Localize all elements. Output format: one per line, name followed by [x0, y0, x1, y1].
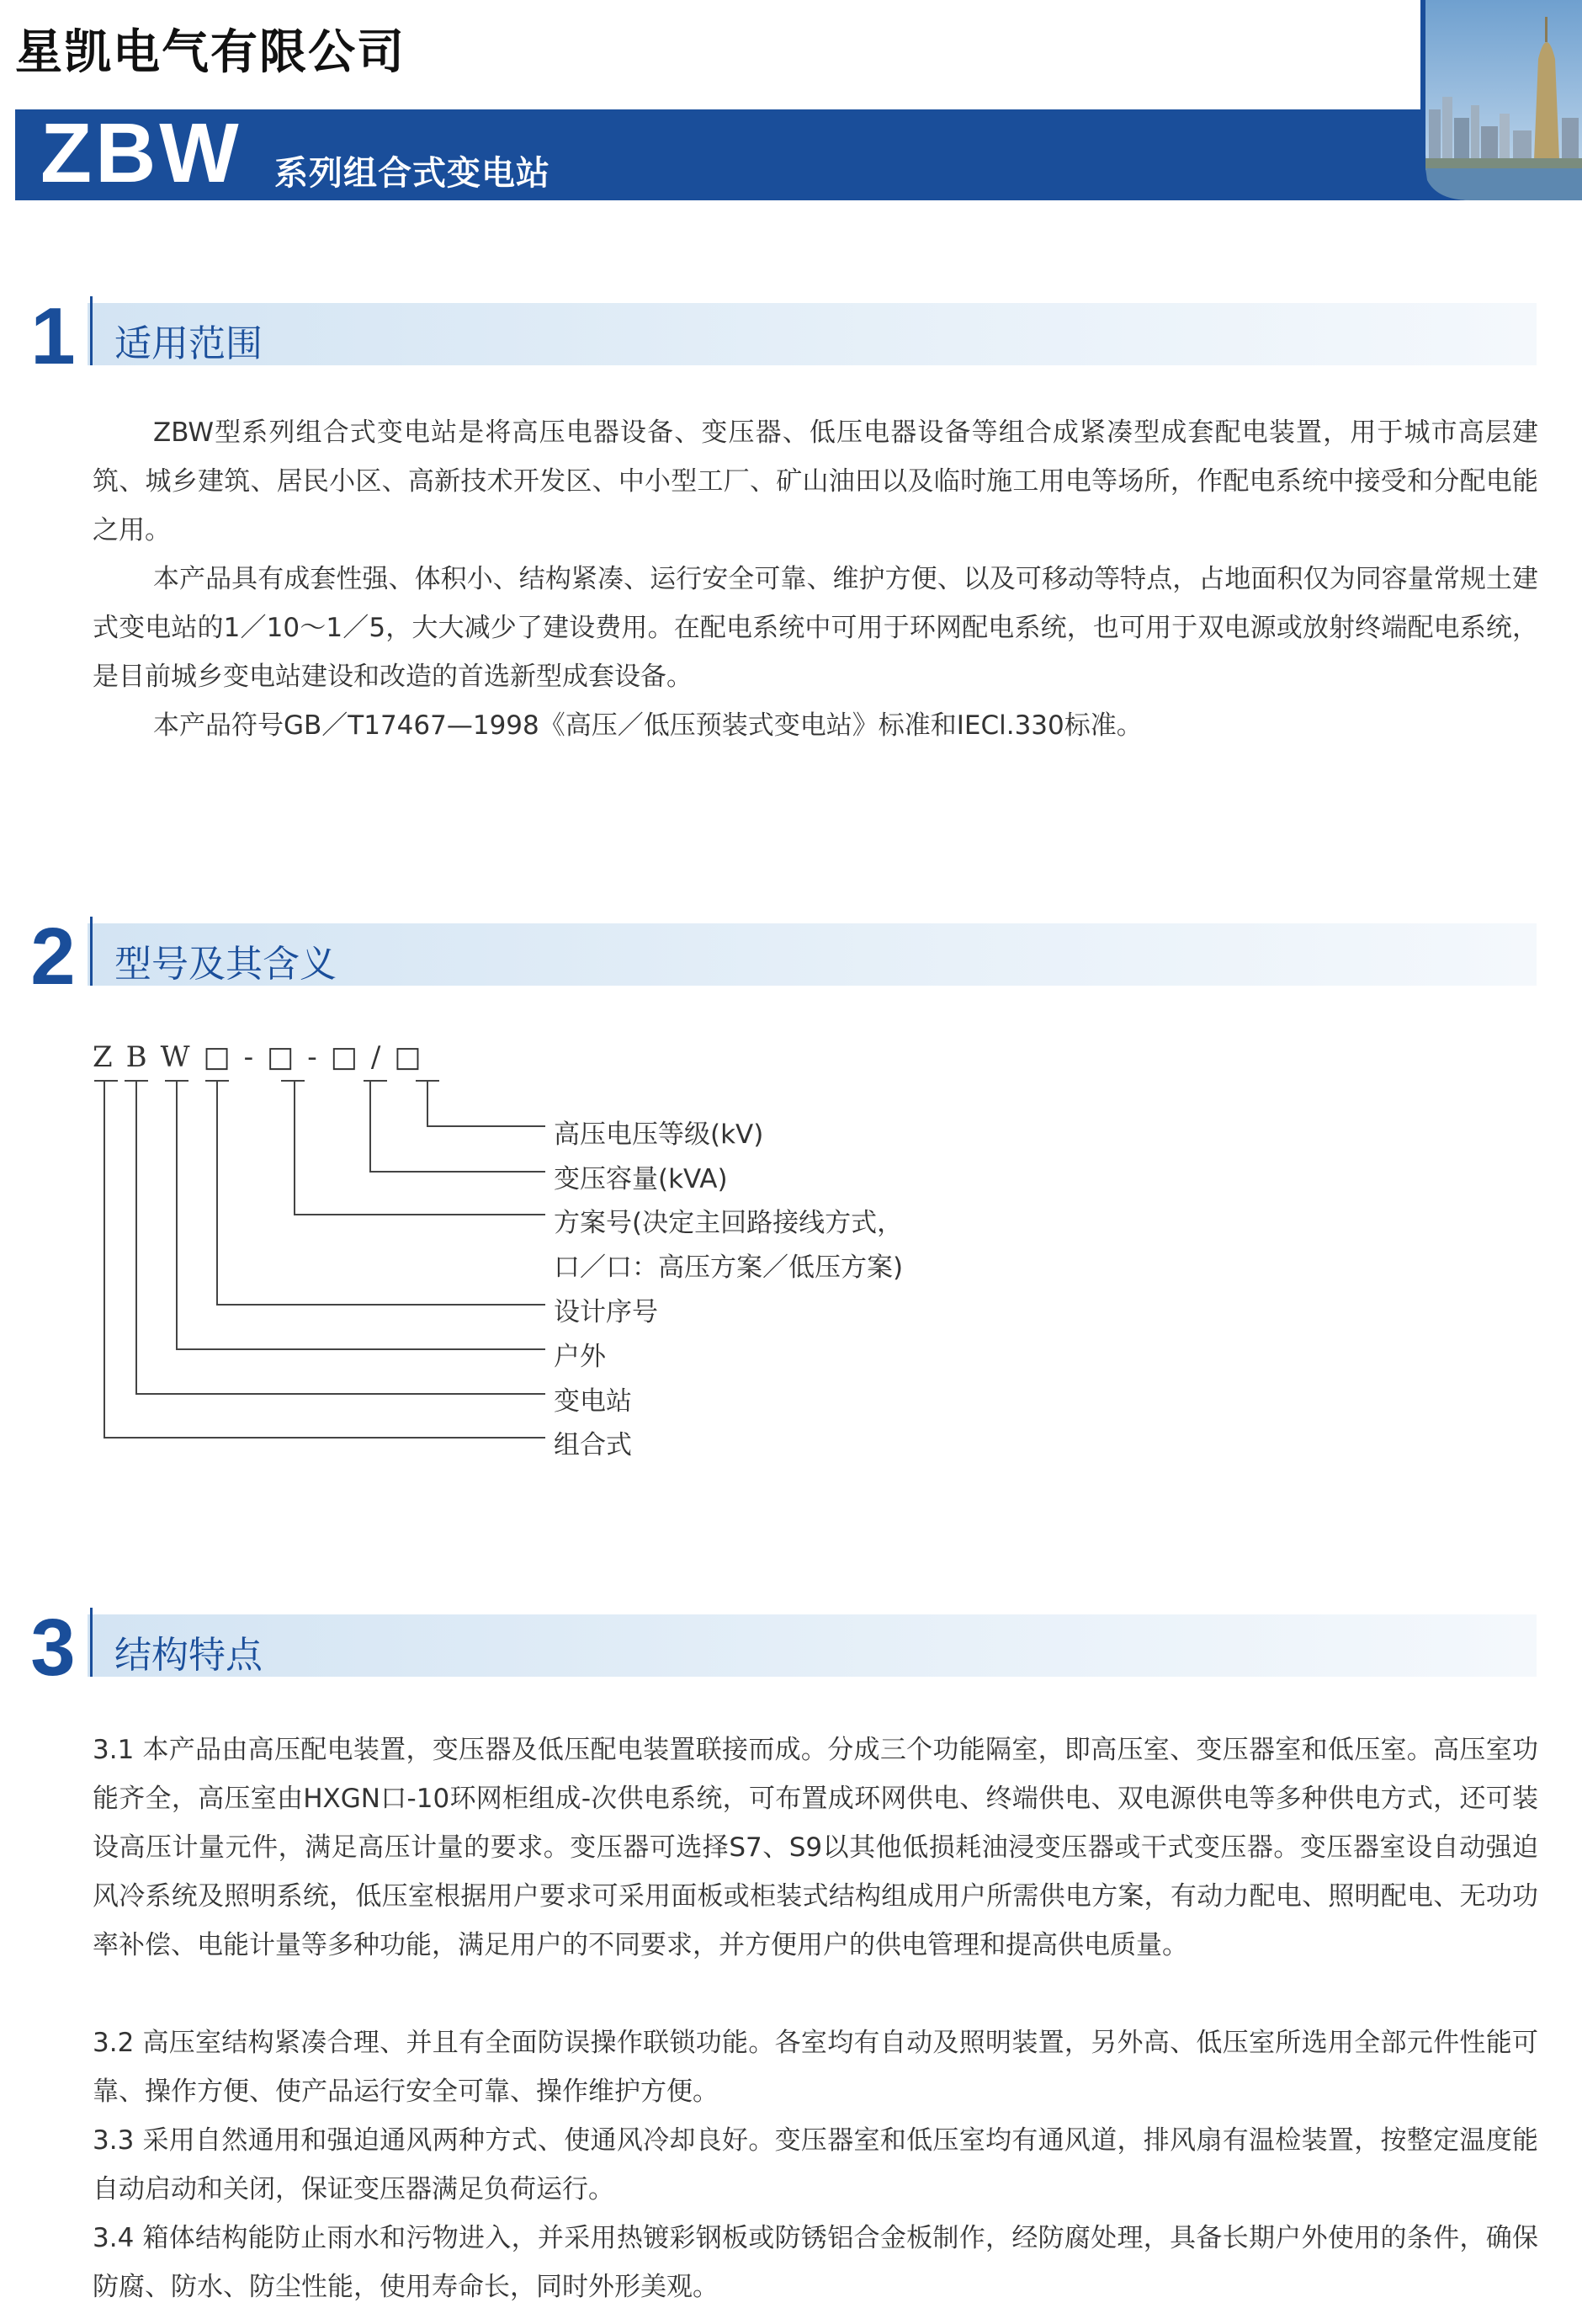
model-label: 高压电压等级(kV): [554, 1119, 764, 1150]
section-title: 型号及其含义: [114, 943, 337, 986]
model-label: 组合式: [554, 1430, 632, 1460]
section-number: 1: [30, 291, 76, 381]
model-label: 口／口：高压方案／低压方案): [554, 1252, 904, 1283]
paragraph: 本产品具有成套性强、体积小、结构紧凑、运行安全可靠、维护方便、以及可移动等特点，占地面积仅为同容量常规土建式变电站的1／10～1／5，大大减少了建设费用。在配电系统中可用于环网配电系统，也可用于双电源或放射终端配电系统，是目前城乡变电站建设和改造的首选新型成套设备。: [93, 564, 1538, 692]
model-label: 设计序号: [554, 1297, 658, 1327]
section-number: 2: [30, 912, 76, 1002]
section-header: [88, 1614, 1537, 1677]
paragraph: 本产品符号GB／T17467—1998《高压／低压预装式变电站》标准和IECl.330标准。: [153, 710, 1143, 741]
model-code: ZBW□-□-□/□: [93, 1040, 435, 1074]
model-label: 变电站: [554, 1386, 632, 1417]
company-name: 星凯电气有限公司: [15, 25, 406, 80]
section-number: 3: [30, 1603, 76, 1693]
paragraph: 3.4 箱体结构能防止雨水和污物进入，并采用热镀彩钢板或防锈铝合金板制作，经防腐处理，具备长期户外使用的条件，确保防腐、防水、防尘性能，使用寿命长，同时外形美观。: [93, 2223, 1538, 2302]
paragraph: 3.1 本产品由高压配电装置，变压器及低压配电装置联接而成。分成三个功能隔室，即高压室、变压器室和低压室。高压室功能齐全，高压室由HXGN口-10环网柜组成-次供电系统，可布置成环网供电、终端供电、双电源供电等多种供电方式，还可装设高压计量元件，满足高压计量的要求。变压器可选择S7、S9以其他低损耗油浸变压器或干式变压器。变压器室设自动强迫风冷系统及照明系统，低压室根据用户要求可采用面板或柜装式结构组成用户所需供电方案，有动力配电、照明配电、无功功率补偿、电能计量等多种功能，满足用户的不同要求，并方便用户的供电管理和提高供电质量。: [93, 1735, 1538, 1960]
model-label: 户外: [554, 1342, 606, 1372]
paragraph: ZBW型系列组合式变电站是将高压电器设备、变压器、低压电器设备等组合成紧凑型成套配电装置，用于城市高层建筑、城乡建筑、居民小区、高新技术开发区、中小型工厂、矿山油田以及临时施工用电等场所，作配电系统中接受和分配电能之用。: [93, 417, 1538, 545]
section-title: 结构特点: [114, 1634, 263, 1677]
product-title: 系列组合式变电站: [274, 154, 550, 193]
product-code: ZBW: [40, 106, 242, 200]
paragraph: 3.3 采用自然通用和强迫通风两种方式、使通风冷却良好。变压器室和低压室均有通风道，排风扇有温检装置，按整定温度能自动启动和关闭，保证变压器满足负荷运行。: [93, 2125, 1538, 2204]
model-label: 变压容量(kVA): [554, 1164, 728, 1194]
model-label: 方案号(决定主回路接线方式，: [554, 1208, 904, 1238]
paragraph: 3.2 高压室结构紧凑合理、并且有全面防误操作联锁功能。各室均有自动及照明装置，另外高、低压室所选用全部元件性能可靠、操作方便、使产品运行安全可靠、操作维护方便。: [93, 2028, 1538, 2107]
section-title: 适用范围: [114, 322, 263, 365]
